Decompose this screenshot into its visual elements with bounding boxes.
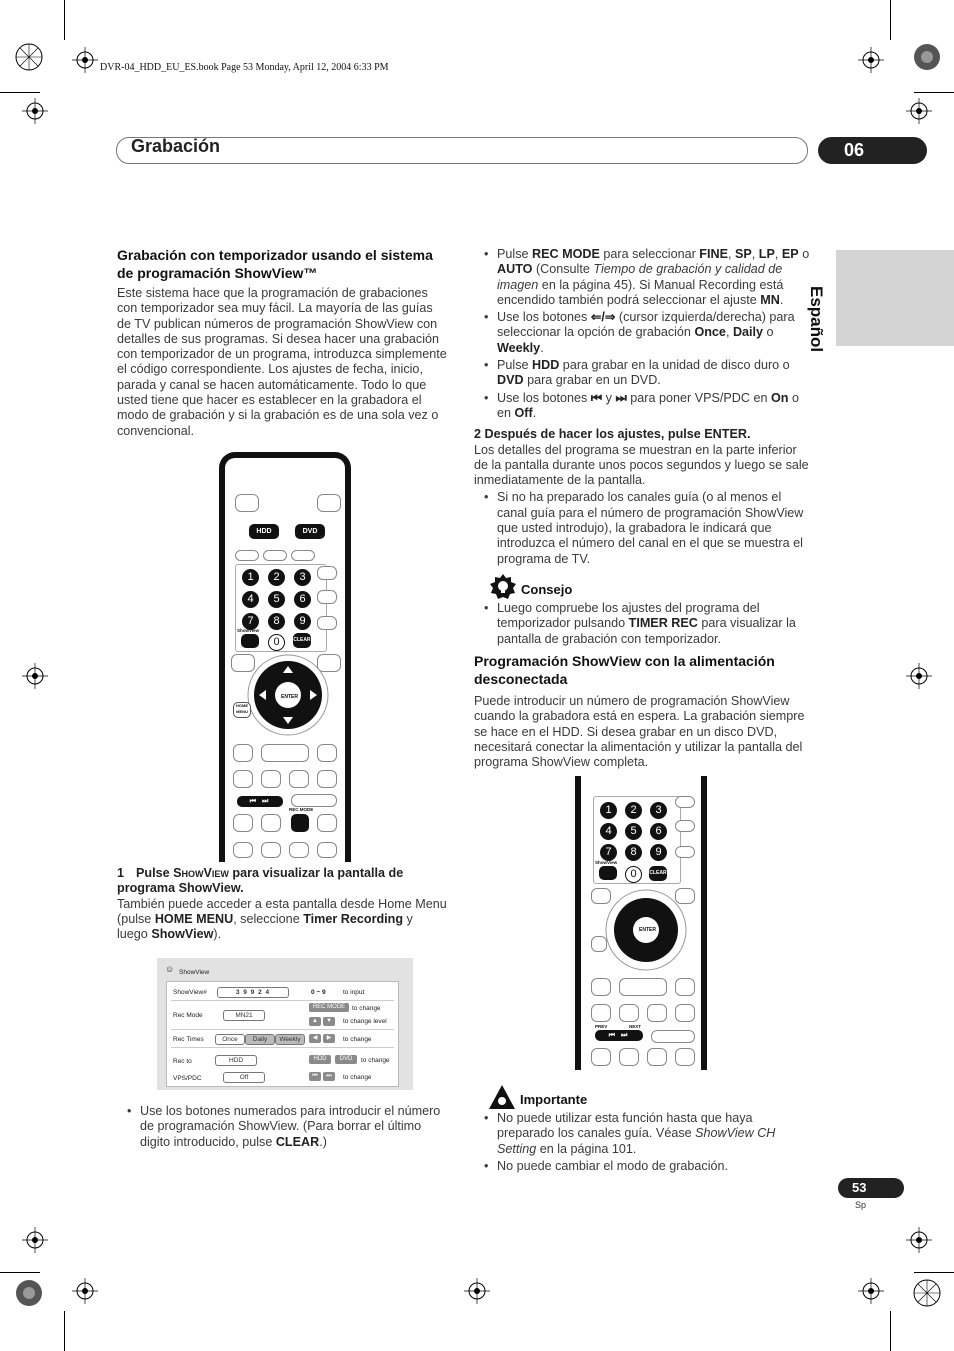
registration-target-icon	[912, 42, 942, 72]
chapter-number: 06	[818, 137, 927, 164]
remote-button	[591, 936, 607, 952]
vps-pdc-field: Off	[223, 1072, 265, 1083]
key: ShowView	[151, 927, 214, 942]
prev-icon: ⏮	[590, 390, 603, 405]
text: .	[532, 405, 537, 420]
remote-button	[675, 1048, 695, 1066]
text: Use los botones	[497, 310, 591, 325]
remote-button	[317, 770, 337, 788]
settings-bullets	[474, 247, 810, 421]
row-label: VPS/PDC	[173, 1075, 202, 1082]
crop-mark	[914, 92, 954, 93]
next-key-icon: ⏭	[323, 1072, 335, 1081]
section-heading: Programación ShowView con la alimentación desconectada	[474, 653, 775, 687]
row-hint: to change	[343, 1036, 372, 1043]
digit-3-button: 3	[294, 569, 311, 586]
remote-button	[233, 842, 253, 858]
remote-button	[591, 1004, 611, 1022]
digit-5-button: 5	[268, 591, 285, 608]
registration-target-icon	[14, 1278, 44, 1308]
crop-mark	[914, 1272, 954, 1273]
text: (Consulte	[532, 262, 594, 277]
text: Use los botones numerados para introducir el número de programación ShowView. (Para borrar el último digito introducido, pulse	[140, 1104, 441, 1149]
dvd-button: DVD	[295, 524, 325, 539]
prev-label: PREV	[595, 1024, 608, 1029]
remote-button	[317, 566, 337, 580]
reference: ShowView CH Setting	[497, 1126, 776, 1156]
digit-keys: 0 ~ 9	[311, 989, 326, 996]
weekly-option: Weekly	[275, 1034, 305, 1045]
key: LP	[758, 247, 775, 261]
remote-button	[291, 794, 337, 807]
crop-mark	[890, 1311, 891, 1351]
key: MN	[760, 292, 780, 307]
key: Daily	[732, 325, 764, 340]
remote-button	[651, 1030, 695, 1043]
rec-to-field: HDD	[215, 1055, 257, 1066]
remote-button	[261, 744, 309, 762]
step-1	[117, 866, 447, 942]
key: Weekly	[497, 340, 541, 355]
text: .	[540, 340, 544, 355]
showview-screen	[157, 958, 413, 1090]
crosshair-icon	[70, 1276, 100, 1306]
crosshair-icon	[462, 1276, 492, 1306]
remote-button	[317, 814, 337, 832]
hdd-key: HDD	[309, 1055, 331, 1064]
remote-control-illustration	[219, 452, 351, 862]
hdd-button: HDD	[249, 524, 279, 539]
digit-8-button: 8	[625, 844, 642, 861]
showview-screen-title: ShowView	[179, 969, 210, 976]
divider	[171, 1047, 394, 1048]
text: No puede utilizar esta función hasta que haya preparado los canales guía. Véase	[497, 1111, 753, 1141]
digit-0-button: 0	[268, 634, 285, 651]
key: AUTO	[497, 262, 533, 277]
key: DVD	[497, 373, 524, 388]
step-text: para visualizar la pantalla de programa ShowView.	[117, 866, 404, 896]
remote-button	[263, 550, 287, 561]
text: y luego	[117, 911, 413, 942]
reference: Tiempo de grabación y calidad de imagen	[497, 262, 783, 292]
crosshair-icon	[856, 1276, 886, 1306]
section-2-text: Puede introducir un número de programación ShowView cuando la grabadora está en espera. La grabación siempre se hace en el HDD. Si desea grabar en un disco DVD, necesitará conectar la alimentación y utilizar la pantalla del programa ShowView completa.	[474, 694, 805, 770]
showview-icon: ☺	[165, 964, 175, 974]
crosshair-icon	[904, 1225, 934, 1255]
row-hint: to change level	[343, 1018, 387, 1025]
intro-paragraph: Este sistema hace que la programación de grabaciones con temporizador sea muy fácil. La mayoría de las guías de TV publican números de programación ShowView con detalles de sus programas. Si desea hacer una grabación con temporizador de un programa, introduzca simplemente el código correspondiente. Los ajustes de fecha, inicio, parada y canal se hacen automáticamente. Todo lo que usted tiene que hacer es establecer en la grabadora el modo de grabación y si la grabación es de una sola vez o convencional.	[117, 286, 447, 438]
text: para visualizar la pantalla de grabación con temporizador.	[497, 616, 796, 646]
digit-8-button: 8	[268, 613, 285, 630]
enter-button: ENTER	[281, 694, 298, 700]
remote-button	[291, 550, 315, 561]
showview-number-field: 3 9 9 2 4	[217, 987, 289, 998]
list-item	[474, 601, 810, 647]
important-heading: Importante	[520, 1092, 588, 1107]
key: Once	[694, 325, 726, 340]
remote-button	[233, 770, 253, 788]
remote-button	[675, 846, 695, 858]
remote-button	[261, 842, 281, 858]
text: para seleccionar	[599, 247, 700, 261]
key: SP	[734, 247, 752, 261]
digit-9-button: 9	[294, 613, 311, 630]
digit-5-button: 5	[625, 823, 642, 840]
row-hint: to change	[352, 1005, 381, 1012]
page-number: 53	[838, 1178, 904, 1198]
page-language: Sp	[855, 1200, 867, 1210]
remote-button	[619, 1004, 639, 1022]
warning-hand-icon	[488, 1084, 516, 1112]
digit-1-button: 1	[600, 802, 617, 819]
text: o en	[497, 390, 800, 420]
crop-mark	[64, 0, 65, 40]
right-key-icon: ▶	[323, 1034, 335, 1043]
digit-6-button: 6	[650, 823, 667, 840]
remote-button	[235, 550, 259, 561]
dvd-key: DVD	[335, 1055, 357, 1064]
left-bullets	[117, 1104, 451, 1152]
text: ,	[751, 247, 759, 261]
step-2-text: Los detalles del programa se muestran en la parte inferior de la pantalla durante unos pocos segundos y luego se sale inmediatamente de la pantalla.	[474, 442, 809, 488]
list-item	[474, 391, 810, 422]
key: TIMER REC	[628, 616, 698, 631]
digit-7-button: 7	[600, 844, 617, 861]
remote-button	[235, 494, 259, 512]
digit-0-button: 0	[625, 866, 642, 883]
text: para grabar en la unidad de disco duro o	[559, 358, 790, 373]
key: EP	[781, 247, 799, 261]
row-hint: to change	[361, 1057, 390, 1064]
remote-button	[675, 820, 695, 832]
remote-button	[233, 814, 253, 832]
key: CLEAR	[275, 1134, 320, 1149]
once-option: Once	[215, 1034, 245, 1045]
text: ,	[727, 247, 735, 261]
enter-button: ENTER	[639, 927, 656, 933]
key: FINE	[699, 247, 728, 261]
rec-mode-field: MN21	[223, 1010, 265, 1021]
remote-button	[317, 744, 337, 762]
daily-option: Daily	[245, 1034, 275, 1045]
row-label: ShowView#	[173, 989, 207, 996]
remote-button	[647, 1004, 667, 1022]
chapter-title: Grabación	[131, 136, 221, 156]
remote-button	[233, 744, 253, 762]
showview-panel	[166, 981, 399, 1087]
text: ).	[213, 927, 222, 942]
digit-2-button: 2	[625, 802, 642, 819]
tip-bullets	[474, 601, 810, 649]
remote-button	[261, 814, 281, 832]
list-item	[474, 247, 810, 308]
crosshair-icon	[70, 45, 100, 75]
remote-button	[261, 770, 281, 788]
text: para grabar en un DVD.	[523, 373, 661, 388]
digit-3-button: 3	[650, 802, 667, 819]
showview-button	[241, 634, 259, 648]
registration-target-icon	[912, 1278, 942, 1308]
clear-button: CLEAR	[649, 866, 667, 881]
crosshair-icon	[904, 661, 934, 691]
digit-9-button: 9	[650, 844, 667, 861]
row-label: Rec Times	[173, 1036, 204, 1043]
digit-1-button: 1	[242, 569, 259, 586]
step-1-text	[117, 897, 447, 943]
text: en la página 45). Si Manual Recording está encendido también podrá seleccionar el ajuste	[497, 277, 784, 307]
next-label: NEXT	[629, 1024, 642, 1029]
text: Use los botones	[497, 390, 591, 405]
prev-key-icon: ⏮	[309, 1072, 321, 1081]
digit-2-button: 2	[268, 569, 285, 586]
arrow-keys-icon: ⇐/⇒	[590, 310, 616, 325]
rec-mode-key: REC MODE	[309, 1003, 349, 1012]
up-key-icon: ▲	[309, 1017, 321, 1026]
showview-key: ShowView	[173, 866, 229, 880]
text: o	[763, 325, 774, 340]
crosshair-icon	[20, 1225, 50, 1255]
key: HDD	[532, 358, 560, 373]
section-heading: Grabación con temporizador usando el sistema de programación ShowView™	[117, 247, 433, 281]
rec-mode-button	[291, 814, 309, 832]
digit-6-button: 6	[294, 591, 311, 608]
section-2	[474, 652, 810, 770]
text: o	[798, 247, 810, 261]
text: (cursor izquierda/derecha) para seleccionar la opción de grabación	[497, 310, 795, 340]
text: ,	[725, 325, 733, 340]
step-1-heading	[117, 866, 447, 897]
text: Pulse	[497, 247, 533, 261]
text: para poner VPS/PDC en	[626, 390, 772, 405]
language-label: Español	[807, 286, 826, 353]
step-2-heading: 2 Después de hacer los ajustes, pulse ENTER.	[474, 427, 751, 442]
text: ,	[774, 247, 782, 261]
list-item	[474, 1111, 810, 1157]
remote-button	[675, 978, 695, 996]
text: También puede acceder a esta pantalla desde Home Menu (pulse	[117, 896, 447, 926]
skip-buttons: ⏮ ⏭	[237, 796, 283, 807]
registration-target-icon	[14, 42, 44, 72]
remote-button	[619, 1048, 639, 1066]
showview-button	[599, 866, 617, 880]
text: Luego compruebe los ajustes del programa del temporizador pulsando	[497, 601, 760, 631]
key: HOME MENU	[154, 911, 234, 926]
crosshair-icon	[856, 45, 886, 75]
divider	[171, 1029, 394, 1030]
row-label: Rec Mode	[173, 1012, 203, 1019]
key: Timer Recording	[303, 911, 404, 926]
text: .)	[319, 1134, 327, 1149]
language-tab	[836, 250, 954, 346]
digit-4-button: 4	[600, 823, 617, 840]
text: Pulse	[497, 358, 533, 373]
list-item	[474, 310, 810, 356]
important-bullets	[474, 1111, 810, 1176]
showview-label: ShowView	[595, 860, 618, 865]
list-item: • Si no ha preparado los canales guía (o al menos el canal guía para el número de programación ShowView que usted introdujo), la grabadora le indicará que introduzca el número del canal en el que se muestra el programa de TV.	[474, 490, 810, 566]
digit-7-button: 7	[242, 613, 259, 630]
left-key-icon: ◀	[309, 1034, 321, 1043]
next-icon: ⏭	[615, 390, 627, 405]
step-2-bullets	[474, 490, 810, 566]
remote-button	[591, 978, 611, 996]
step-text: Pulse	[136, 866, 174, 880]
remote-button	[675, 1004, 695, 1022]
remote-button	[317, 842, 337, 858]
list-item	[117, 1104, 451, 1150]
crosshair-icon	[20, 96, 50, 126]
row-hint: to input	[343, 989, 365, 996]
key: On	[771, 390, 789, 405]
tip-heading: Consejo	[521, 582, 573, 597]
crosshair-icon	[904, 96, 934, 126]
crop-mark	[890, 0, 891, 40]
remote-button	[675, 796, 695, 808]
crop-mark	[0, 1272, 40, 1273]
list-item: • No puede cambiar el modo de grabación.	[474, 1159, 810, 1174]
remote-button	[317, 590, 337, 604]
text: , seleccione	[233, 911, 304, 926]
list-item	[474, 358, 810, 389]
key: Off	[514, 405, 533, 420]
crop-mark	[64, 1311, 65, 1351]
crosshair-icon	[20, 661, 50, 691]
print-header: DVR-04_HDD_EU_ES.book Page 53 Monday, April 12, 2004 6:33 PM	[100, 62, 389, 73]
digit-4-button: 4	[242, 591, 259, 608]
remote-button	[619, 978, 667, 996]
remote-button	[289, 842, 309, 858]
text: en la página 101.	[536, 1141, 637, 1156]
remote-button	[317, 616, 337, 630]
row-label: Rec to	[173, 1058, 192, 1065]
step-number: 1	[117, 866, 125, 880]
clear-button: CLEAR	[293, 633, 311, 648]
rec-mode-label: REC MODE	[289, 807, 314, 812]
remote-button	[647, 1048, 667, 1066]
home-menu-button: HOME MENU	[233, 702, 251, 718]
showview-label: ShowView	[237, 628, 260, 633]
divider	[171, 1000, 394, 1001]
row-hint: to change	[343, 1074, 372, 1081]
remote-control-illustration	[575, 776, 707, 1070]
right-column	[474, 247, 810, 569]
remote-button	[289, 770, 309, 788]
text: .	[779, 292, 784, 307]
lightbulb-icon	[489, 573, 517, 601]
key: REC MODE	[532, 247, 600, 261]
remote-button	[591, 1048, 611, 1066]
remote-button	[317, 494, 341, 512]
crop-mark	[0, 92, 40, 93]
skip-buttons: ⏮ ⏭	[595, 1030, 643, 1041]
down-key-icon: ▼	[323, 1017, 335, 1026]
left-column	[117, 246, 447, 439]
text: y	[602, 390, 616, 405]
